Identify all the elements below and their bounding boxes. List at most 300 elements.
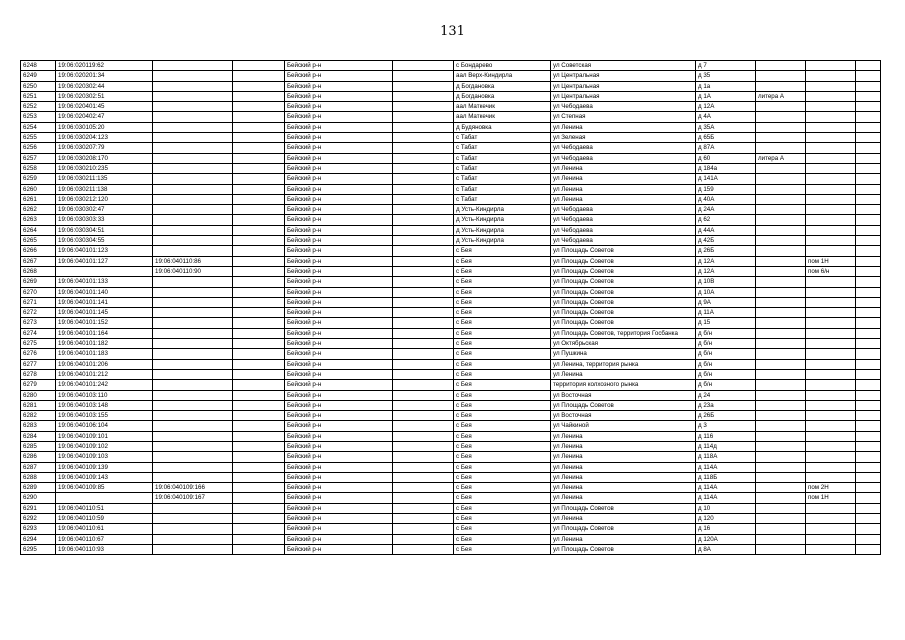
premises-cell	[806, 544, 856, 554]
blank-col-12-cell	[856, 524, 881, 534]
blank-col-12-cell	[856, 174, 881, 184]
blank-col-6-cell	[393, 246, 454, 256]
blank-col-4-cell	[233, 472, 285, 482]
table-row	[21, 483, 881, 493]
house-cell: д 44А	[696, 225, 756, 235]
table-row	[21, 194, 881, 204]
blank-col-12-cell	[856, 297, 881, 307]
related-cadastral-number-cell	[153, 71, 233, 81]
related-cadastral-number-cell	[153, 472, 233, 482]
district-cell: Бейский р-н	[285, 297, 393, 307]
blank-col-4-cell	[233, 122, 285, 132]
cadastral-number-cell: 19:06:040101:127	[56, 256, 153, 266]
street-cell: ул Площадь Советов	[551, 308, 696, 318]
blank-col-4-cell	[233, 328, 285, 338]
street-cell: ул Чебодаева	[551, 236, 696, 246]
street-cell: ул Площадь Советов	[551, 246, 696, 256]
table-row	[21, 349, 881, 359]
blank-col-6-cell	[393, 421, 454, 431]
blank-col-6-cell	[393, 143, 454, 153]
litera-cell	[756, 236, 806, 246]
house-cell: д 120	[696, 514, 756, 524]
blank-col-6-cell	[393, 318, 454, 328]
district-cell: Бейский р-н	[285, 452, 393, 462]
cadastral-number-cell: 19:06:030207:79	[56, 143, 153, 153]
blank-col-6-cell	[393, 359, 454, 369]
street-cell: ул Центральная	[551, 71, 696, 81]
related-cadastral-number-cell	[153, 143, 233, 153]
cadastral-number-cell: 19:06:040101:152	[56, 318, 153, 328]
house-cell: д 114д	[696, 441, 756, 451]
premises-cell	[806, 236, 856, 246]
related-cadastral-number-cell	[153, 236, 233, 246]
premises-cell	[806, 184, 856, 194]
settlement-cell: с Табат	[454, 133, 551, 143]
street-cell: ул Площадь Советов	[551, 277, 696, 287]
settlement-cell: с Бея	[454, 462, 551, 472]
district-cell: Бейский р-н	[285, 266, 393, 276]
settlement-cell: с Бея	[454, 483, 551, 493]
street-cell: ул Восточная	[551, 390, 696, 400]
premises-cell	[806, 514, 856, 524]
row-number-cell: 6278	[21, 369, 56, 379]
related-cadastral-number-cell	[153, 431, 233, 441]
blank-col-6-cell	[393, 380, 454, 390]
litera-cell	[756, 184, 806, 194]
house-cell: д 24	[696, 390, 756, 400]
blank-col-6-cell	[393, 411, 454, 421]
house-cell: д 60	[696, 153, 756, 163]
cadastral-number-cell: 19:06:040101:141	[56, 297, 153, 307]
premises-cell: пом 2Н	[806, 483, 856, 493]
blank-col-6-cell	[393, 534, 454, 544]
cadastral-number-cell: 19:06:040103:110	[56, 390, 153, 400]
settlement-cell: д Будяновка	[454, 122, 551, 132]
house-cell: д б/н	[696, 359, 756, 369]
blank-col-6-cell	[393, 431, 454, 441]
house-cell: д 3	[696, 421, 756, 431]
cadastral-number-cell: 19:06:030211:135	[56, 174, 153, 184]
district-cell: Бейский р-н	[285, 462, 393, 472]
house-cell: д 4А	[696, 112, 756, 122]
row-number-cell: 6283	[21, 421, 56, 431]
house-cell: д 42Б	[696, 236, 756, 246]
district-cell: Бейский р-н	[285, 534, 393, 544]
street-cell: ул Площадь Советов	[551, 287, 696, 297]
house-cell: д 10	[696, 503, 756, 513]
district-cell: Бейский р-н	[285, 411, 393, 421]
blank-col-6-cell	[393, 524, 454, 534]
house-cell: д 116	[696, 431, 756, 441]
house-cell: д 1А	[696, 91, 756, 101]
row-number-cell: 6251	[21, 91, 56, 101]
blank-col-12-cell	[856, 452, 881, 462]
blank-col-6-cell	[393, 400, 454, 410]
litera-cell	[756, 277, 806, 287]
blank-col-4-cell	[233, 544, 285, 554]
cadastral-number-cell: 19:06:030211:138	[56, 184, 153, 194]
table-row	[21, 297, 881, 307]
street-cell: ул Чебодаева	[551, 153, 696, 163]
settlement-cell: с Бея	[454, 287, 551, 297]
row-number-cell: 6295	[21, 544, 56, 554]
blank-col-6-cell	[393, 308, 454, 318]
settlement-cell: с Бея	[454, 431, 551, 441]
blank-col-4-cell	[233, 112, 285, 122]
blank-col-12-cell	[856, 431, 881, 441]
row-number-cell: 6285	[21, 441, 56, 451]
cadastral-number-cell: 19:06:040110:67	[56, 534, 153, 544]
table-row	[21, 339, 881, 349]
blank-col-4-cell	[233, 380, 285, 390]
related-cadastral-number-cell	[153, 122, 233, 132]
district-cell: Бейский р-н	[285, 359, 393, 369]
street-cell: ул Центральная	[551, 81, 696, 91]
street-cell: ул Ленина	[551, 184, 696, 194]
related-cadastral-number-cell	[153, 349, 233, 359]
house-cell: д б/н	[696, 349, 756, 359]
house-cell: д 184а	[696, 163, 756, 173]
blank-col-6-cell	[393, 297, 454, 307]
blank-col-12-cell	[856, 246, 881, 256]
table-row	[21, 472, 881, 482]
blank-col-4-cell	[233, 339, 285, 349]
street-cell: ул Ленина	[551, 441, 696, 451]
cadastral-number-cell: 19:06:040101:123	[56, 246, 153, 256]
related-cadastral-number-cell	[153, 297, 233, 307]
row-number-cell: 6259	[21, 174, 56, 184]
related-cadastral-number-cell	[153, 503, 233, 513]
street-cell: ул Ленина	[551, 369, 696, 379]
premises-cell	[806, 143, 856, 153]
related-cadastral-number-cell	[153, 153, 233, 163]
premises-cell	[806, 421, 856, 431]
row-number-cell: 6286	[21, 452, 56, 462]
blank-col-12-cell	[856, 421, 881, 431]
row-number-cell: 6294	[21, 534, 56, 544]
table-row	[21, 266, 881, 276]
district-cell: Бейский р-н	[285, 184, 393, 194]
settlement-cell: с Бея	[454, 441, 551, 451]
district-cell: Бейский р-н	[285, 153, 393, 163]
blank-col-6-cell	[393, 91, 454, 101]
blank-col-4-cell	[233, 133, 285, 143]
litera-cell	[756, 524, 806, 534]
blank-col-6-cell	[393, 102, 454, 112]
blank-col-6-cell	[393, 514, 454, 524]
settlement-cell: с Бея	[454, 266, 551, 276]
cadastral-number-cell: 19:06:040101:140	[56, 287, 153, 297]
row-number-cell: 6263	[21, 215, 56, 225]
settlement-cell: с Табат	[454, 163, 551, 173]
district-cell: Бейский р-н	[285, 91, 393, 101]
related-cadastral-number-cell	[153, 544, 233, 554]
related-cadastral-number-cell	[153, 462, 233, 472]
blank-col-6-cell	[393, 236, 454, 246]
related-cadastral-number-cell	[153, 184, 233, 194]
house-cell: д 114А	[696, 483, 756, 493]
street-cell: ул Площадь Советов	[551, 400, 696, 410]
blank-col-4-cell	[233, 359, 285, 369]
street-cell: ул Ленина, территория рынка	[551, 359, 696, 369]
settlement-cell: аал Маткечик	[454, 102, 551, 112]
district-cell: Бейский р-н	[285, 277, 393, 287]
blank-col-4-cell	[233, 297, 285, 307]
blank-col-6-cell	[393, 112, 454, 122]
related-cadastral-number-cell	[153, 277, 233, 287]
related-cadastral-number-cell	[153, 102, 233, 112]
blank-col-4-cell	[233, 503, 285, 513]
blank-col-4-cell	[233, 421, 285, 431]
house-cell: д 26Б	[696, 246, 756, 256]
blank-col-6-cell	[393, 266, 454, 276]
table-row	[21, 277, 881, 287]
settlement-cell: с Бея	[454, 380, 551, 390]
premises-cell	[806, 277, 856, 287]
table-row	[21, 287, 881, 297]
settlement-cell: д Усть-Киндирла	[454, 205, 551, 215]
litera-cell	[756, 287, 806, 297]
district-cell: Бейский р-н	[285, 256, 393, 266]
settlement-cell: с Бондарево	[454, 61, 551, 71]
blank-col-12-cell	[856, 112, 881, 122]
row-number-cell: 6276	[21, 349, 56, 359]
table-row	[21, 153, 881, 163]
table-row	[21, 359, 881, 369]
settlement-cell: с Бея	[454, 308, 551, 318]
related-cadastral-number-cell	[153, 369, 233, 379]
blank-col-12-cell	[856, 225, 881, 235]
litera-cell	[756, 462, 806, 472]
row-number-cell: 6258	[21, 163, 56, 173]
blank-col-4-cell	[233, 163, 285, 173]
blank-col-6-cell	[393, 441, 454, 451]
cadastral-number-cell: 19:06:020402:47	[56, 112, 153, 122]
row-number-cell: 6252	[21, 102, 56, 112]
blank-col-12-cell	[856, 318, 881, 328]
street-cell: ул Площадь Советов	[551, 256, 696, 266]
district-cell: Бейский р-н	[285, 544, 393, 554]
row-number-cell: 6261	[21, 194, 56, 204]
premises-cell	[806, 441, 856, 451]
blank-col-6-cell	[393, 503, 454, 513]
cadastral-number-cell: 19:06:040101:145	[56, 308, 153, 318]
district-cell: Бейский р-н	[285, 483, 393, 493]
district-cell: Бейский р-н	[285, 102, 393, 112]
blank-col-4-cell	[233, 287, 285, 297]
blank-col-4-cell	[233, 318, 285, 328]
blank-col-4-cell	[233, 514, 285, 524]
blank-col-4-cell	[233, 411, 285, 421]
house-cell: д 26Б	[696, 411, 756, 421]
related-cadastral-number-cell	[153, 339, 233, 349]
table-row	[21, 534, 881, 544]
blank-col-4-cell	[233, 462, 285, 472]
street-cell: ул Площадь Советов	[551, 503, 696, 513]
settlement-cell: с Бея	[454, 339, 551, 349]
blank-col-12-cell	[856, 483, 881, 493]
cadastral-number-cell: 19:06:030302:47	[56, 205, 153, 215]
settlement-cell: д Усть-Киндирла	[454, 215, 551, 225]
blank-col-12-cell	[856, 534, 881, 544]
table-row	[21, 328, 881, 338]
district-cell: Бейский р-н	[285, 380, 393, 390]
row-number-cell: 6266	[21, 246, 56, 256]
district-cell: Бейский р-н	[285, 308, 393, 318]
premises-cell	[806, 194, 856, 204]
blank-col-12-cell	[856, 163, 881, 173]
row-number-cell: 6250	[21, 81, 56, 91]
blank-col-12-cell	[856, 380, 881, 390]
row-number-cell: 6254	[21, 122, 56, 132]
street-cell: территория колхозного рынка	[551, 380, 696, 390]
district-cell: Бейский р-н	[285, 287, 393, 297]
premises-cell	[806, 174, 856, 184]
blank-col-12-cell	[856, 102, 881, 112]
blank-col-12-cell	[856, 143, 881, 153]
litera-cell	[756, 163, 806, 173]
blank-col-6-cell	[393, 472, 454, 482]
table-row	[21, 493, 881, 503]
street-cell: ул Пушкина	[551, 349, 696, 359]
blank-col-12-cell	[856, 544, 881, 554]
premises-cell	[806, 411, 856, 421]
litera-cell	[756, 452, 806, 462]
litera-cell	[756, 390, 806, 400]
settlement-cell: с Бея	[454, 400, 551, 410]
house-cell: д 65Б	[696, 133, 756, 143]
table-row	[21, 163, 881, 173]
table-row	[21, 390, 881, 400]
cadastral-number-cell: 19:06:030204:123	[56, 133, 153, 143]
house-cell: д 118Б	[696, 472, 756, 482]
premises-cell	[806, 215, 856, 225]
cadastral-number-cell: 19:06:020302:51	[56, 91, 153, 101]
settlement-cell: с Бея	[454, 359, 551, 369]
litera-cell	[756, 256, 806, 266]
blank-col-4-cell	[233, 452, 285, 462]
district-cell: Бейский р-н	[285, 205, 393, 215]
row-number-cell: 6272	[21, 308, 56, 318]
table-row	[21, 184, 881, 194]
cadastral-number-cell: 19:06:030105:20	[56, 122, 153, 132]
blank-col-12-cell	[856, 215, 881, 225]
blank-col-6-cell	[393, 339, 454, 349]
house-cell: д 12А	[696, 102, 756, 112]
table-row	[21, 174, 881, 184]
table-row	[21, 256, 881, 266]
blank-col-6-cell	[393, 369, 454, 379]
blank-col-4-cell	[233, 205, 285, 215]
related-cadastral-number-cell	[153, 194, 233, 204]
table-row	[21, 431, 881, 441]
settlement-cell: с Бея	[454, 493, 551, 503]
premises-cell	[806, 287, 856, 297]
cadastral-number-cell: 19:06:030303:33	[56, 215, 153, 225]
blank-col-12-cell	[856, 71, 881, 81]
premises-cell	[806, 102, 856, 112]
premises-cell: пом 6/н	[806, 266, 856, 276]
district-cell: Бейский р-н	[285, 133, 393, 143]
premises-cell	[806, 61, 856, 71]
litera-cell	[756, 493, 806, 503]
cadastral-number-cell: 19:06:030210:235	[56, 163, 153, 173]
premises-cell	[806, 112, 856, 122]
blank-col-12-cell	[856, 328, 881, 338]
house-cell: д 1а	[696, 81, 756, 91]
table-row	[21, 71, 881, 81]
litera-cell	[756, 61, 806, 71]
district-cell: Бейский р-н	[285, 472, 393, 482]
related-cadastral-number-cell	[153, 133, 233, 143]
table-row	[21, 369, 881, 379]
blank-col-12-cell	[856, 91, 881, 101]
litera-cell	[756, 349, 806, 359]
street-cell: ул Чебодаева	[551, 225, 696, 235]
row-number-cell: 6279	[21, 380, 56, 390]
litera-cell	[756, 400, 806, 410]
blank-col-12-cell	[856, 514, 881, 524]
litera-cell	[756, 81, 806, 91]
settlement-cell: с Бея	[454, 534, 551, 544]
row-number-cell: 6274	[21, 328, 56, 338]
litera-cell: литера А	[756, 153, 806, 163]
litera-cell	[756, 534, 806, 544]
house-cell: д 40А	[696, 194, 756, 204]
row-number-cell: 6267	[21, 256, 56, 266]
district-cell: Бейский р-н	[285, 493, 393, 503]
row-number-cell: 6280	[21, 390, 56, 400]
related-cadastral-number-cell	[153, 411, 233, 421]
cadastral-number-cell: 19:06:040101:183	[56, 349, 153, 359]
cadastral-number-cell: 19:06:040109:139	[56, 462, 153, 472]
table-row	[21, 380, 881, 390]
blank-col-6-cell	[393, 349, 454, 359]
related-cadastral-number-cell	[153, 524, 233, 534]
street-cell: ул Ленина	[551, 472, 696, 482]
district-cell: Бейский р-н	[285, 215, 393, 225]
house-cell: д 12А	[696, 256, 756, 266]
settlement-cell: д Богдановка	[454, 91, 551, 101]
district-cell: Бейский р-н	[285, 81, 393, 91]
blank-col-4-cell	[233, 266, 285, 276]
page-number: 131	[440, 24, 465, 39]
blank-col-4-cell	[233, 390, 285, 400]
premises-cell	[806, 308, 856, 318]
blank-col-4-cell	[233, 215, 285, 225]
litera-cell	[756, 246, 806, 256]
house-cell: д 141А	[696, 174, 756, 184]
premises-cell	[806, 534, 856, 544]
table-row	[21, 143, 881, 153]
district-cell: Бейский р-н	[285, 339, 393, 349]
street-cell: ул Ленина	[551, 122, 696, 132]
blank-col-12-cell	[856, 308, 881, 318]
house-cell: д 87А	[696, 143, 756, 153]
blank-col-4-cell	[233, 143, 285, 153]
house-cell: д 24А	[696, 205, 756, 215]
litera-cell	[756, 514, 806, 524]
related-cadastral-number-cell: 19:06:040109:166	[153, 483, 233, 493]
row-number-cell: 6269	[21, 277, 56, 287]
litera-cell	[756, 225, 806, 235]
house-cell: д б/н	[696, 328, 756, 338]
blank-col-4-cell	[233, 61, 285, 71]
house-cell: д 10В	[696, 277, 756, 287]
table-row	[21, 524, 881, 534]
premises-cell	[806, 503, 856, 513]
district-cell: Бейский р-н	[285, 369, 393, 379]
